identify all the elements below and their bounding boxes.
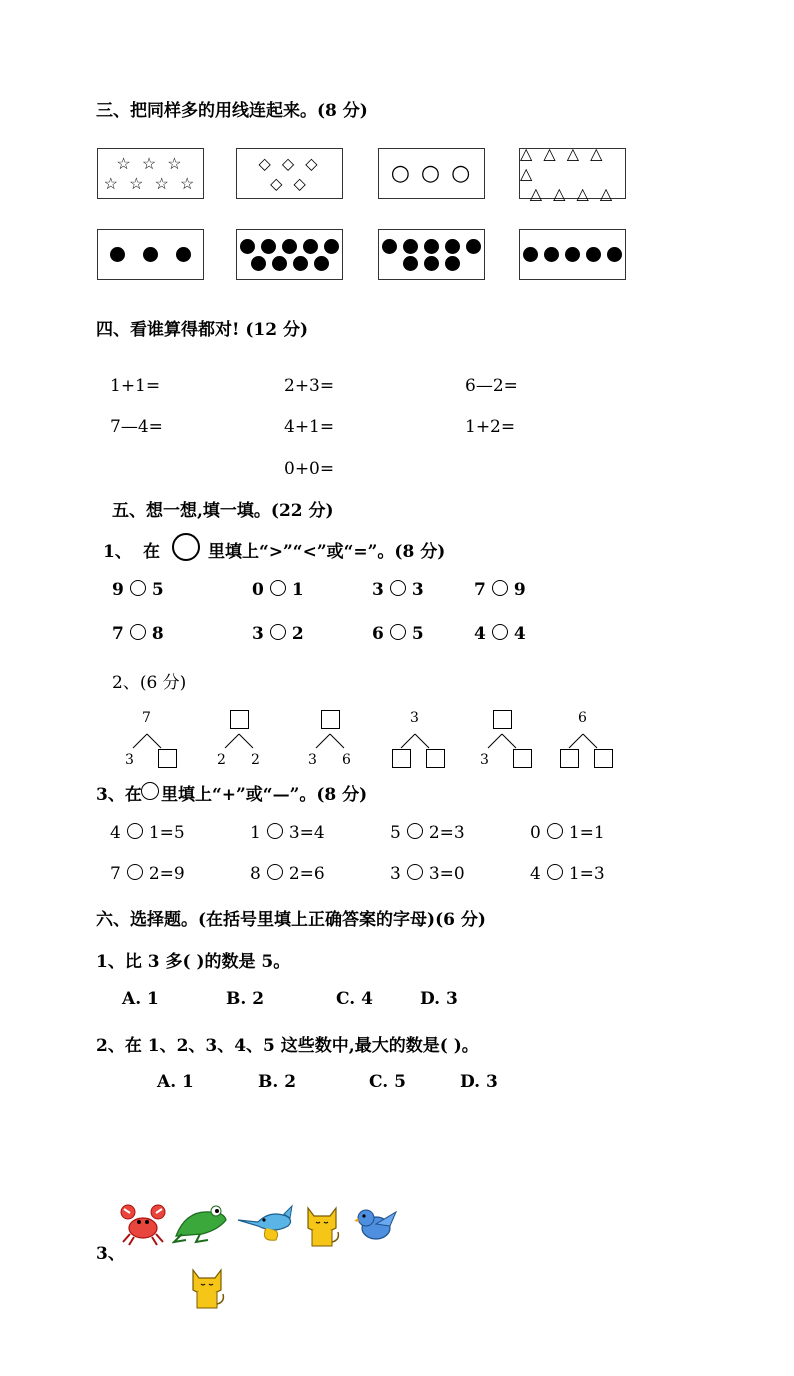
answer-circle[interactable] xyxy=(270,580,286,596)
dot xyxy=(382,239,397,254)
answer-box[interactable] xyxy=(560,749,579,768)
choice-q3-number: 3、 xyxy=(96,1244,125,1264)
choice-q1: 1、比 3 多( )的数是 5。 xyxy=(96,952,291,972)
dot xyxy=(403,256,418,271)
dot xyxy=(314,256,329,271)
answer-box[interactable] xyxy=(392,749,411,768)
compare-item xyxy=(474,624,526,644)
q3-label-b: 里填上“+”或“—”。(8 分) xyxy=(161,785,368,805)
operator-item xyxy=(110,864,185,884)
frog-icon xyxy=(172,1200,232,1244)
operand-right: 2=3 xyxy=(428,823,465,843)
operand-right: 3=0 xyxy=(428,864,465,884)
compare-right: 1 xyxy=(291,580,304,600)
tree-branches xyxy=(219,732,259,750)
dot xyxy=(565,247,580,262)
shape-row: ☆ ☆ ☆ ☆ xyxy=(103,173,198,193)
dot xyxy=(143,247,158,262)
crab-icon xyxy=(118,1200,168,1248)
shape-row: ◇ ◇ ◇ xyxy=(258,153,321,173)
answer-circle[interactable] xyxy=(492,624,508,640)
operator-item xyxy=(250,864,325,884)
answer-circle[interactable] xyxy=(407,823,423,839)
tree-leaf: 2 xyxy=(217,752,226,768)
bird-icon xyxy=(354,1204,400,1246)
tree-leaf: 3 xyxy=(308,752,317,768)
cat-icon xyxy=(302,1202,342,1248)
compare-item xyxy=(372,580,424,600)
compare-item xyxy=(112,624,164,644)
dot xyxy=(586,247,601,262)
problem: 2+3= xyxy=(284,376,335,396)
tree-leaf: 3 xyxy=(480,752,489,768)
tree-top: 6 xyxy=(578,710,587,726)
shape-row: ◇ ◇ xyxy=(270,173,309,193)
tree-branches xyxy=(563,732,603,750)
operand-left: 0 xyxy=(530,823,541,843)
answer-box[interactable] xyxy=(426,749,445,768)
operator-item xyxy=(530,864,605,884)
dot-box xyxy=(519,229,626,280)
shape-row: ☆ ☆ ☆ xyxy=(116,153,185,173)
dot xyxy=(403,239,418,254)
operand-left: 7 xyxy=(110,864,121,884)
operand-left: 1 xyxy=(250,823,261,843)
dot xyxy=(303,239,318,254)
operand-right: 2=9 xyxy=(148,864,185,884)
dot xyxy=(424,239,439,254)
shape-box xyxy=(519,143,626,203)
option: C. 5 xyxy=(369,1072,406,1092)
dot-box xyxy=(236,229,343,280)
compare-right: 9 xyxy=(513,580,526,600)
dot xyxy=(445,239,460,254)
tree-branches xyxy=(310,732,350,750)
operator-item xyxy=(250,823,325,843)
answer-circle[interactable] xyxy=(390,624,406,640)
answer-box[interactable] xyxy=(513,749,532,768)
dot-box xyxy=(97,229,204,280)
shape-row: ○ ○ ○ xyxy=(390,160,473,186)
tree-branches xyxy=(395,732,435,750)
answer-circle[interactable] xyxy=(127,823,143,839)
answer-circle[interactable] xyxy=(267,823,283,839)
dot xyxy=(544,247,559,262)
section6-title: 六、选择题。(在括号里填上正确答案的字母)(6 分) xyxy=(96,910,486,930)
compare-right: 8 xyxy=(151,624,164,644)
option: B. 2 xyxy=(226,989,265,1009)
answer-circle[interactable] xyxy=(547,864,563,880)
compare-item xyxy=(372,624,424,644)
problem: 0+0= xyxy=(284,459,335,479)
operand-right: 1=5 xyxy=(148,823,185,843)
big-circle-icon xyxy=(172,533,200,561)
answer-circle[interactable] xyxy=(407,864,423,880)
dot xyxy=(110,247,125,262)
option: C. 4 xyxy=(336,989,373,1009)
shape-box xyxy=(378,148,485,199)
operand-left: 3 xyxy=(390,864,401,884)
compare-item xyxy=(112,580,164,600)
tree-leaf: 2 xyxy=(251,752,260,768)
shape-row: △ △ △ △ xyxy=(529,183,616,203)
compare-item xyxy=(252,580,304,600)
compare-right: 4 xyxy=(513,624,526,644)
answer-circle[interactable] xyxy=(127,864,143,880)
compare-right: 5 xyxy=(151,580,164,600)
operand-right: 3=4 xyxy=(288,823,325,843)
dot xyxy=(445,256,460,271)
answer-box[interactable] xyxy=(594,749,613,768)
operand-right: 1=1 xyxy=(568,823,605,843)
choice-q2: 2、在 1、2、3、4、5 这些数中,最大的数是( )。 xyxy=(96,1036,479,1056)
shape-box xyxy=(236,148,343,199)
problem: 6—2= xyxy=(465,376,518,396)
dot xyxy=(466,239,481,254)
compare-item xyxy=(474,580,526,600)
answer-circle[interactable] xyxy=(267,864,283,880)
q2-label: 2、(6 分) xyxy=(112,673,187,693)
option: A. 1 xyxy=(157,1072,194,1092)
compare-left: 7 xyxy=(474,580,486,600)
operator-item xyxy=(390,864,465,884)
compare-left: 3 xyxy=(252,624,264,644)
compare-left: 0 xyxy=(252,580,264,600)
answer-box[interactable] xyxy=(321,710,340,729)
tree-top: 7 xyxy=(142,710,151,726)
operand-left: 4 xyxy=(110,823,121,843)
dot xyxy=(261,239,276,254)
answer-box[interactable] xyxy=(493,710,512,729)
dot-box xyxy=(378,229,485,280)
answer-circle[interactable] xyxy=(130,580,146,596)
compare-item xyxy=(252,624,304,644)
problem: 1+2= xyxy=(465,417,516,437)
compare-left: 4 xyxy=(474,624,486,644)
compare-right: 5 xyxy=(411,624,424,644)
option: D. 3 xyxy=(420,989,458,1009)
dot xyxy=(240,239,255,254)
shape-row: △ △ △ △ △ xyxy=(520,143,606,183)
answer-circle[interactable] xyxy=(547,823,563,839)
answer-box[interactable] xyxy=(230,710,249,729)
swordfish-icon xyxy=(236,1202,298,1246)
tree-leaf: 3 xyxy=(125,752,134,768)
problem: 7—4= xyxy=(110,417,163,437)
dot xyxy=(607,247,622,262)
small-circle-icon xyxy=(141,782,159,800)
dot xyxy=(324,239,339,254)
q1-text-b: 里填上“>”“<”或“=”。(8 分) xyxy=(208,542,446,562)
dot xyxy=(424,256,439,271)
dot xyxy=(251,256,266,271)
section5-title: 五、想一想,填一填。(22 分) xyxy=(112,501,334,521)
tree-leaf: 6 xyxy=(342,752,351,768)
tree-branches xyxy=(127,732,167,750)
operator-item xyxy=(390,823,465,843)
option: D. 3 xyxy=(460,1072,498,1092)
option: A. 1 xyxy=(122,989,159,1009)
compare-left: 7 xyxy=(112,624,124,644)
problem: 1+1= xyxy=(110,376,161,396)
q3-label-a: 3、在 xyxy=(96,785,142,805)
compare-right: 3 xyxy=(411,580,424,600)
tree-branches xyxy=(482,732,522,750)
dot xyxy=(293,256,308,271)
section3-title: 三、把同样多的用线连起来。(8 分) xyxy=(96,101,368,121)
operand-right: 2=6 xyxy=(288,864,325,884)
answer-circle[interactable] xyxy=(492,580,508,596)
compare-left: 6 xyxy=(372,624,384,644)
section4-title: 四、看谁算得都对! (12 分) xyxy=(96,320,309,340)
compare-right: 2 xyxy=(291,624,304,644)
operand-left: 5 xyxy=(390,823,401,843)
dot xyxy=(176,247,191,262)
dot xyxy=(523,247,538,262)
operator-item xyxy=(110,823,185,843)
shape-box xyxy=(97,148,204,199)
operator-item xyxy=(530,823,605,843)
q1-number: 1、 xyxy=(103,542,132,562)
cat-icon xyxy=(187,1264,227,1310)
operand-left: 4 xyxy=(530,864,541,884)
answer-circle[interactable] xyxy=(270,624,286,640)
dot xyxy=(282,239,297,254)
answer-box[interactable] xyxy=(158,749,177,768)
operand-right: 1=3 xyxy=(568,864,605,884)
answer-circle[interactable] xyxy=(390,580,406,596)
option: B. 2 xyxy=(258,1072,297,1092)
answer-circle[interactable] xyxy=(130,624,146,640)
dot xyxy=(272,256,287,271)
tree-top: 3 xyxy=(410,710,419,726)
q1-text-a: 在 xyxy=(143,542,160,562)
operand-left: 8 xyxy=(250,864,261,884)
problem: 4+1= xyxy=(284,417,335,437)
compare-left: 3 xyxy=(372,580,384,600)
compare-left: 9 xyxy=(112,580,124,600)
